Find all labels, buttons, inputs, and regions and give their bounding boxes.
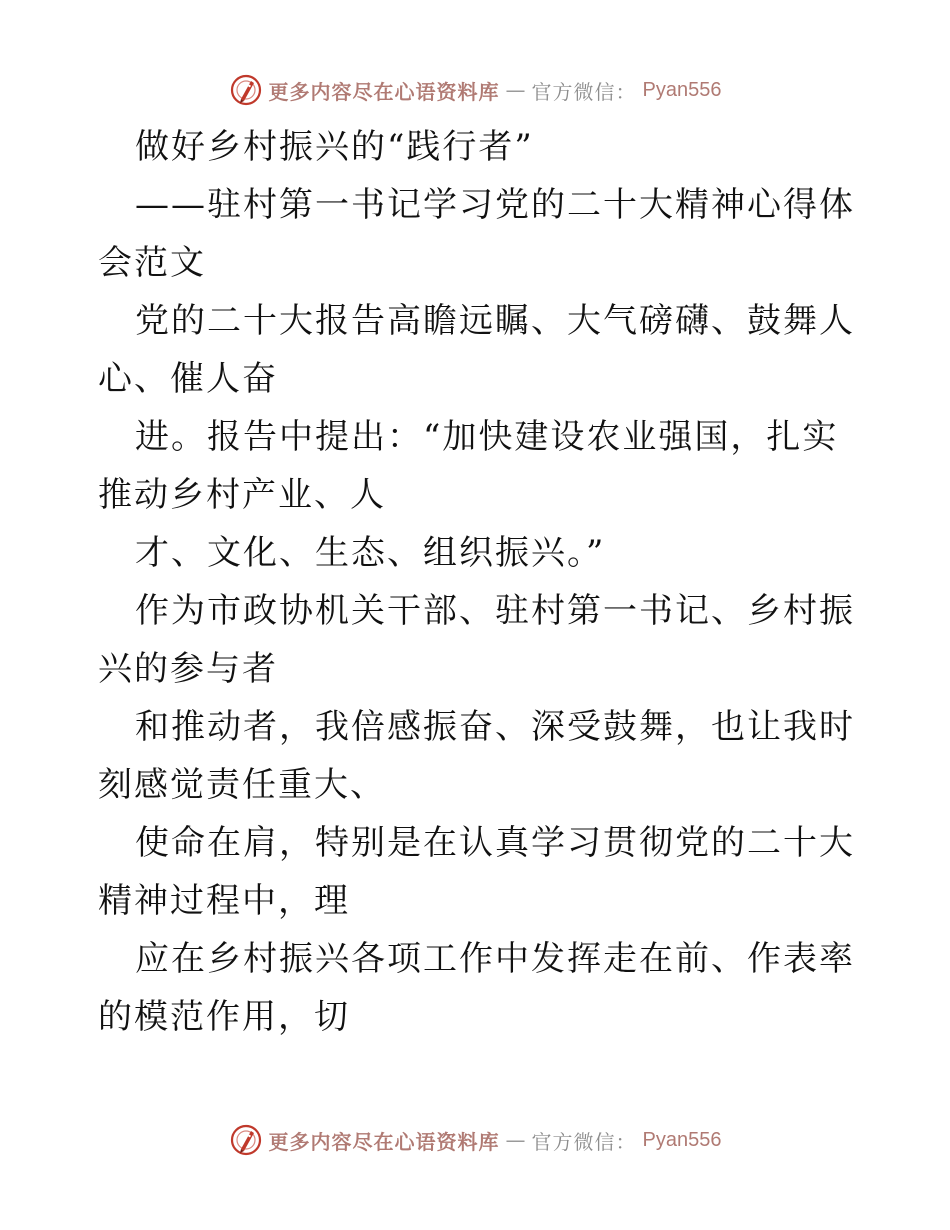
footer-banner [0, 1120, 950, 1160]
paragraph-line: 才、文化、生态、组织振兴。” [135, 533, 606, 573]
paragraph-line: 和推动者，我倍感振奋、深受鼓舞，也让我时刻感觉责任重大、 [98, 707, 855, 805]
paragraph-line: 使命在肩，特别是在认真学习贯彻党的二十大精神过程中，理 [98, 823, 855, 921]
document-subtitle: ——驻村第一书记学习党的二十大精神心得体会范文 [98, 185, 855, 283]
header-banner [0, 70, 950, 110]
paragraph-line: 作为市政协机关干部、驻村第一书记、乡村振兴的参与者 [98, 591, 855, 689]
document-body [98, 118, 858, 1046]
banner-wechat-label: 官方微信： [531, 79, 637, 104]
paragraph-line: 进。报告中提出：“加快建设农业强国，扎实推动乡村产业、人 [98, 417, 839, 515]
banner-dash: — [505, 1128, 526, 1152]
paragraph-line: 党的二十大报告高瞻远瞩、大气磅礴、鼓舞人心、催人奋 [98, 301, 855, 399]
banner-main-text: 更多内容尽在心语资料库 [268, 79, 500, 104]
pen-nib-logo-icon [229, 73, 263, 107]
pen-nib-logo-icon [229, 1123, 263, 1157]
banner-wechat-handle: Pyan556 [642, 78, 722, 101]
banner-main-text: 更多内容尽在心语资料库 [268, 1129, 500, 1154]
document-title: 做好乡村振兴的“践行者” [135, 127, 534, 167]
paragraph-line: 应在乡村振兴各项工作中发挥走在前、作表率的模范作用，切 [98, 939, 855, 1037]
banner-dash: — [505, 78, 526, 102]
banner-wechat-label: 官方微信： [531, 1129, 637, 1154]
banner-wechat-handle: Pyan556 [642, 1128, 722, 1151]
